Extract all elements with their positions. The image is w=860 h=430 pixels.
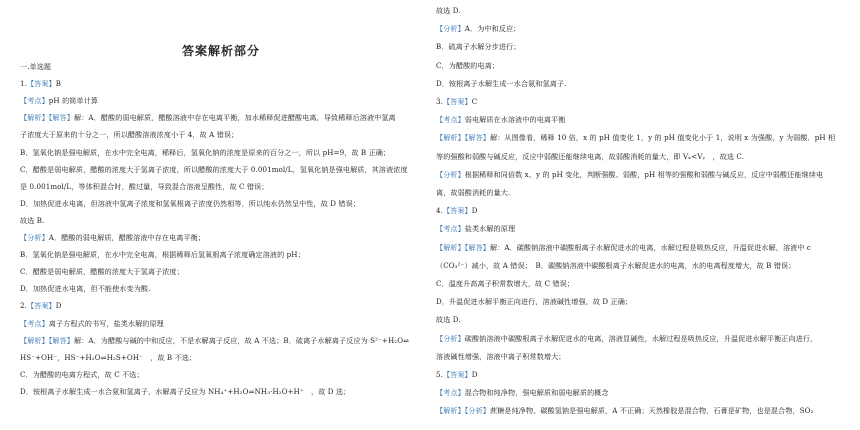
text-line: 【解析】【分析】蔗糖是纯净物、碳酸氢钠是强电解质，A 不正确；天然橡胶是混合物，石膏是矿物，也是混合物，SO₂ (436, 406, 814, 415)
text-line: （CO₃²⁻）减小，故 A 错误； B．碳酸钠溶液中碳酸根离子水解促进水的电离，水的电离程度增大，故 B 错误； (436, 261, 796, 270)
text-line: 【考点】离子方程式的书写，盐类水解的原理 (20, 319, 164, 328)
text-line: 3.【答案】C (436, 97, 478, 106)
text-line: D．加热促进水电离，但溶液中氢离子浓度和氢氧根离子浓度仍然相等，所以纯水仍然呈中性，故 D 错误； (20, 199, 360, 208)
text-line: 【考点】混合物和纯净物，强电解质和弱电解质的概念 (436, 388, 609, 397)
text-line: 1.【答案】B (20, 79, 62, 88)
text-line: C．为醋酸的电离方程式，故 C 不选； (20, 370, 144, 379)
text-line: 【考点】弱电解质在水溶液中的电离平衡 (436, 115, 566, 124)
text-line: 溶液碱性增强，溶液中离子积常数增大； (436, 352, 566, 361)
text-line: 【分析】A．醋酸的弱电解质，醋酸溶液中存在电离平衡； (20, 233, 206, 242)
text-line: 5.【答案】D (436, 370, 478, 379)
text-line: 【分析】根据稀释和同倍数 x、y 的 pH 变化，判断强酸、弱酸，pH 相等的强酸和弱酸与碱反应，反应中弱酸还能继续电 (436, 170, 824, 179)
text-line: D．加热促进水电离，但不能使水变为酸. (20, 284, 151, 293)
text-line: 【解析】【解答】解：A．为醋酸与碱的中和反应，不是水解离子反应，故 A 不选；B．硫离子水解离子反应为 S²⁻+H₂O⇌ (20, 336, 410, 345)
text-line: 【分析】碳酸钠溶液中碳酸根离子水解促进水的电离，溶液显碱性，水解过程是吸热反应，升温促进水解平衡正向进行， (436, 334, 818, 343)
text-line: 故选 B. (20, 216, 45, 225)
text-line: 是 0.001mol/L，等体积混合时，酸过量，导致混合溶液呈酸性，故 C 错误； (20, 182, 269, 191)
text-line: 等的强酸和弱酸与碱反应，反应中弱酸还能继续电离，故弱酸消耗的量大，即 Vₓ<Vᵧ ，故选 C. (436, 152, 745, 161)
text-line: C．醋酸是弱电解质，醋酸的浓度大于氢离子浓度，所以醋酸的浓度大于 0.001mol/L，氢氧化钠是强电解质，其溶液浓度 (20, 165, 408, 174)
text-line: D．升温促进水解平衡正向进行，溶液碱性增强，故 D 正确； (436, 297, 633, 306)
text-line: D．铵根离子水解生成一水合氨和氢离子，水解离子反应为 NH₄⁺+H₂O⇌NH₃·H₂O+H⁺ ，故 D 选； (20, 387, 351, 396)
text-line: B．氢氧化钠是强电解质，在水中完全电离，根据稀释后氢氧根离子浓度确定溶液的 pH； (20, 250, 305, 259)
text-line: 【考点】pH 的简单计算 (20, 96, 99, 105)
text-line: 【分析】A．为中和反应； (436, 24, 521, 33)
text-line: C．醋酸是弱电解质，醋酸的浓度大于氢离子浓度； (20, 267, 184, 276)
text-line: 【解析】【解答】解：从图像看，稀释 10 倍，x 的 pH 值变化 1，y 的 pH 值变化小于 1，说明 x 为强酸，y 为弱酸．pH 相 (436, 133, 836, 142)
text-line: HS⁻+OH⁻，HS⁻+H₂O⇌H₂S+OH⁻ ，故 B 不选； (20, 353, 197, 362)
text-line: 故选 D. (436, 6, 461, 15)
text-line: 【解析】【解答】解：A．碳酸钠溶液中碳酸根离子水解促进水的电离，水解过程是吸热反应，升温促进水解，溶液中 c (436, 243, 811, 252)
text-line: C．为醋酸的电离； (436, 61, 500, 70)
text-line: 一.单选题 (20, 62, 52, 71)
text-line: D．铵根离子水解生成一水合氨和氢离子. (436, 79, 567, 88)
text-line: 【解析】【解答】解：A．醋酸的弱电解质，醋酸溶液中存在电离平衡，加水稀释促进醋酸电离，导致稀释后溶液中氢离 (20, 113, 396, 122)
text-line: 2.【答案】D (20, 301, 62, 310)
text-line: 子浓度大于原来的十分之一，所以醋酸溶液浓度小于 4，故 A 错误； (20, 130, 239, 139)
text-line: B．氢氧化钠是强电解质，在水中完全电离，稀释后，氢氧化钠的浓度是原来的百分之一，所以 pH=9，故 B 正确； (20, 148, 391, 157)
text-line: 【考点】盐类水解的原理 (436, 224, 516, 233)
text-line: 故选 D. (436, 315, 461, 324)
text-line: C．温度升高离子积常数增大，故 C 错误； (436, 279, 575, 288)
text-line: 4.【答案】D (436, 206, 478, 215)
text-line: 离，故弱酸消耗的量大. (436, 188, 511, 197)
text-line: B．硫离子水解分步进行； (436, 42, 521, 51)
page-title: 答案解析部分 (181, 44, 260, 58)
